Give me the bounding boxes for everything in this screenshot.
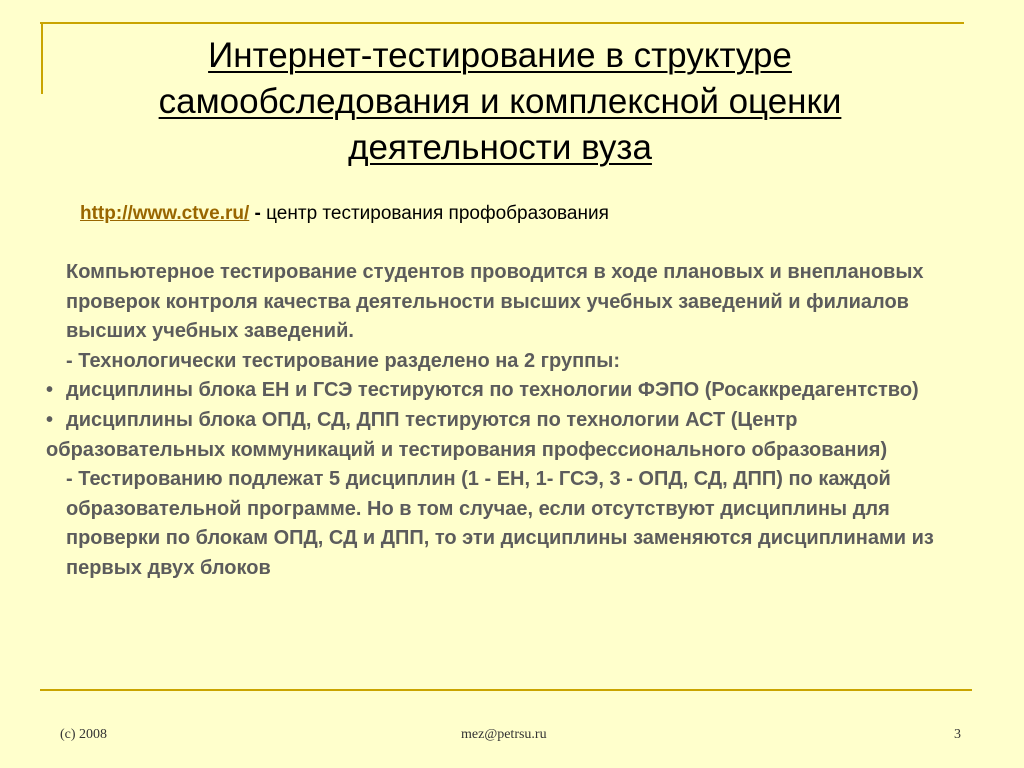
bullet-item-fepo xyxy=(46,376,956,406)
paragraph-testing-intro: Компьютерное тестирование студентов проводится в ходе плановых и внеплановых проверок контроля качества деятельности высших учебных заведений и филиалов высших учебных заведений. xyxy=(66,261,924,343)
bullet-item-ast xyxy=(46,406,956,465)
ctve-link[interactable]: http://www.ctve.ru/ xyxy=(80,203,250,224)
title-line-2: самообследования и комплексной оценки xyxy=(158,82,842,121)
top-rule xyxy=(40,22,964,24)
link-description: центр тестирования профобразования xyxy=(266,203,609,224)
bullet-icon: • xyxy=(46,379,54,402)
footer-email: mez@petrsu.ru xyxy=(461,727,547,742)
title-line-1: Интернет-тестирование в структуре xyxy=(208,36,792,75)
left-rule xyxy=(41,22,43,94)
bullet-text-fepo: дисциплины блока ЕН и ГСЭ тестируются по технологии ФЭПО (Росаккредагентство) xyxy=(66,379,919,402)
title-line-3: деятельности вуза xyxy=(348,128,652,167)
slide-body xyxy=(46,258,956,584)
slide-title xyxy=(60,33,940,171)
bullet-icon: • xyxy=(46,408,54,431)
footer-copyright: (c) 2008 xyxy=(60,727,108,742)
source-line xyxy=(80,202,609,226)
paragraph-disciplines: - Тестированию подлежат 5 дисциплин (1 - ЕН, 1- ГСЭ, 3 - ОПД, СД, ДПП) по каждой образовательной программе. Но в том случае, если отсутствуют дисциплины для проверки по блокам ОПД, СД и ДПП, то эти дисциплины заменяются дисциплинами из первых двух блоков xyxy=(66,468,934,579)
bullet-text-ast: дисциплины блока ОПД, СД, ДПП тестируются по технологии АСТ (Центр образовательных коммуникаций и тестирования профессионального образования) xyxy=(46,408,888,461)
footer-page-number: 3 xyxy=(954,727,961,742)
link-separator: - xyxy=(249,203,267,224)
bottom-rule xyxy=(40,689,972,691)
paragraph-groups: - Технологически тестирование разделено на 2 группы: xyxy=(66,349,620,372)
